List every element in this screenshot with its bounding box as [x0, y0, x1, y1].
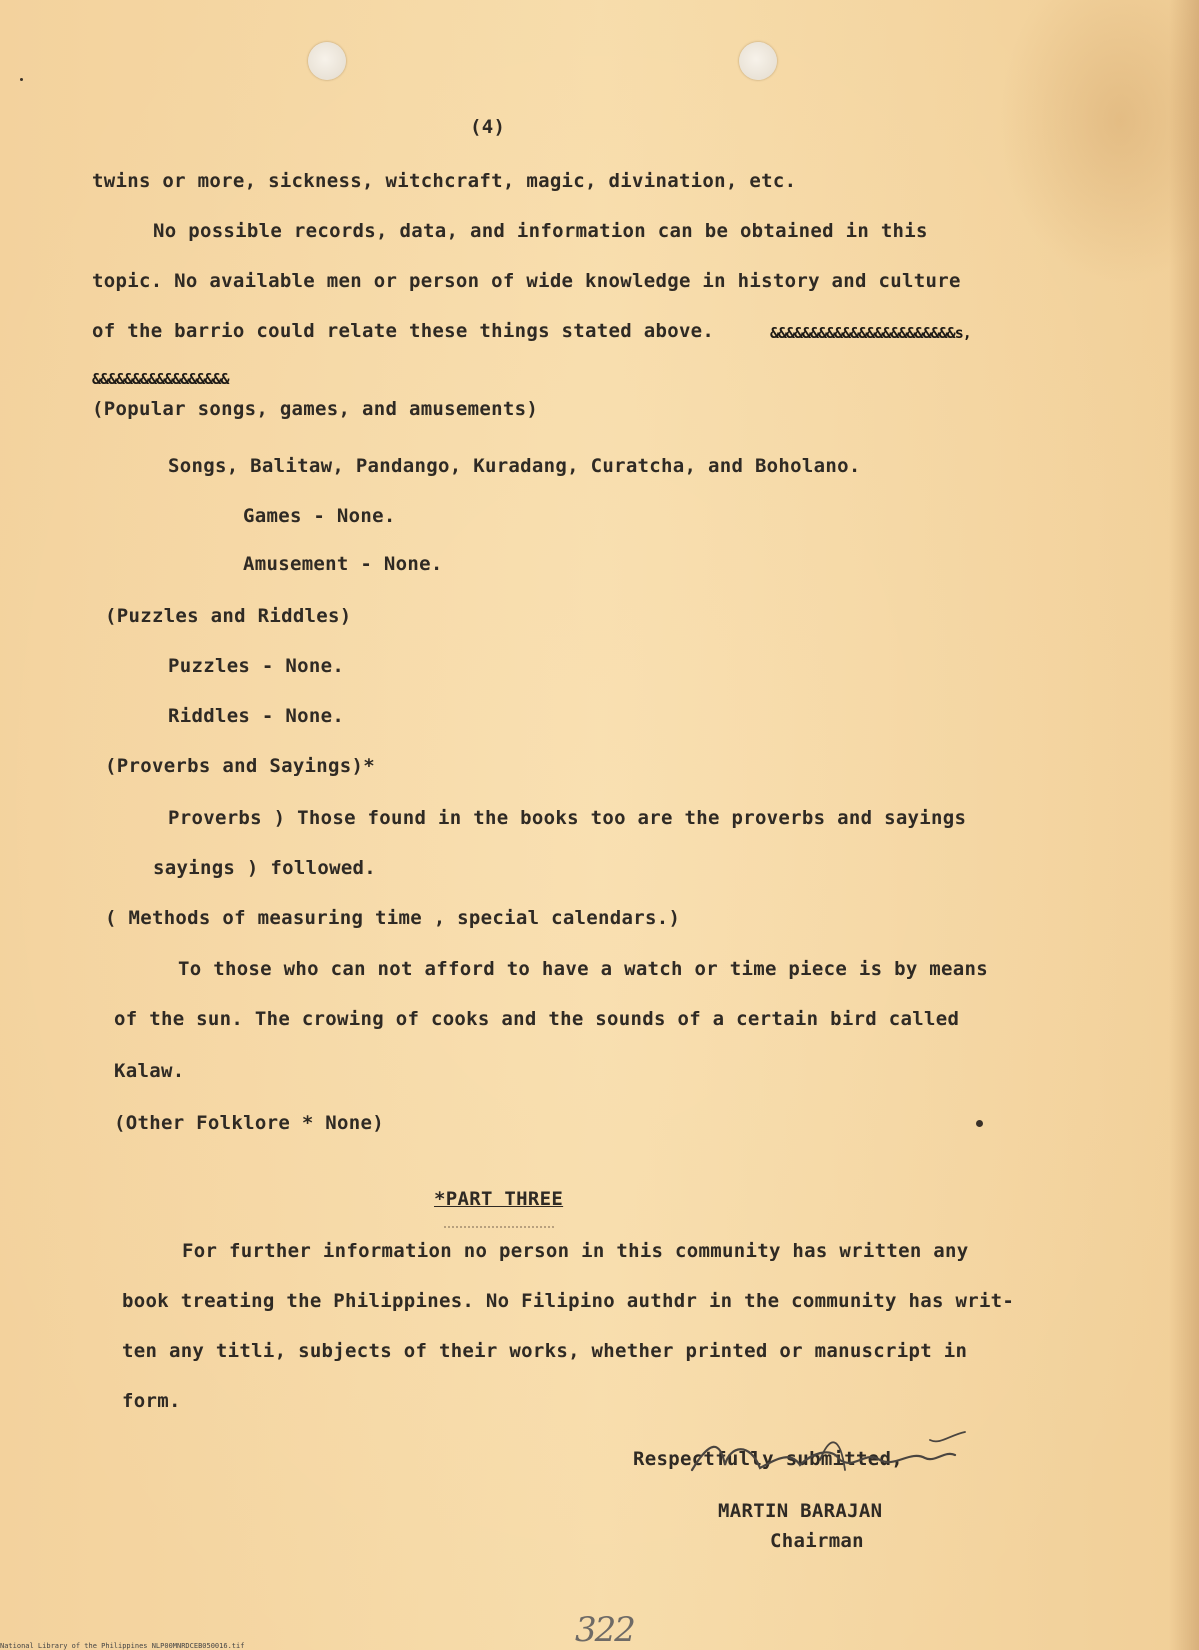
punch-hole-right	[739, 42, 777, 80]
signatory-name: MARTIN BARAJAN	[718, 1500, 883, 1522]
struck-out-text: &&&&&&&&&&&&&&&&&&&&&&&s,	[770, 324, 971, 342]
punch-hole-left	[308, 42, 346, 80]
handwritten-signature	[680, 1430, 970, 1490]
body-line: No possible records, data, and information can be obtained in this	[153, 220, 928, 242]
closing-respectfully: Respectfully submitted,	[633, 1448, 903, 1470]
proverbs-line: Proverbs ) Those found in the books too are the proverbs and sayings	[168, 807, 967, 829]
part-three-title: *PART THREE	[434, 1188, 564, 1210]
ink-speck	[20, 78, 23, 81]
page-edge-shadow	[1169, 0, 1199, 1650]
proverbs-line: sayings ) followed.	[153, 857, 377, 879]
part-three-line: form.	[122, 1390, 181, 1412]
amusement-line: Amusement - None.	[243, 553, 443, 575]
section-heading: (Puzzles and Riddles)	[105, 605, 352, 627]
page-number: (4)	[470, 116, 506, 138]
body-line: twins or more, sickness, witchcraft, magic, divination, etc.	[92, 170, 797, 192]
ink-speck	[976, 1120, 983, 1127]
section-heading: ( Methods of measuring time , special calendars.)	[105, 907, 681, 929]
part-three-line: ten any titli, subjects of their works, whether printed or manuscript in	[122, 1340, 968, 1362]
songs-line: Songs, Balitaw, Pandango, Kuradang, Curatcha, and Boholano.	[168, 455, 861, 477]
signatory-title: Chairman	[770, 1530, 864, 1552]
section-heading: (Proverbs and Sayings)*	[105, 755, 375, 777]
archive-footer: National Library of the Philippines NLP00MNRDCEB050016.tif	[0, 1642, 245, 1650]
other-folklore-line: (Other Folklore * None)	[114, 1112, 384, 1134]
riddles-line: Riddles - None.	[168, 705, 345, 727]
time-line: of the sun. The crowing of cooks and the sounds of a certain bird called	[114, 1008, 960, 1030]
body-line: topic. No available men or person of wide knowledge in history and culture	[92, 270, 961, 292]
handwritten-page-stamp: 322	[575, 1610, 634, 1650]
part-three-line: book treating the Philippines. No Filipino authdr in the community has writ-	[122, 1290, 1015, 1312]
games-line: Games - None.	[243, 505, 396, 527]
struck-out-text: &&&&&&&&&&&&&&&&&	[92, 370, 229, 388]
section-heading: (Popular songs, games, and amusements)	[92, 398, 539, 420]
puzzles-line: Puzzles - None.	[168, 655, 345, 677]
part-three-line: For further information no person in this community has written any	[182, 1240, 969, 1262]
time-line: To those who can not afford to have a watch or time piece is by means	[178, 958, 988, 980]
body-line: of the barrio could relate these things stated above.	[92, 320, 715, 342]
title-dotted-rule	[444, 1226, 554, 1228]
time-line: Kalaw.	[114, 1060, 185, 1082]
